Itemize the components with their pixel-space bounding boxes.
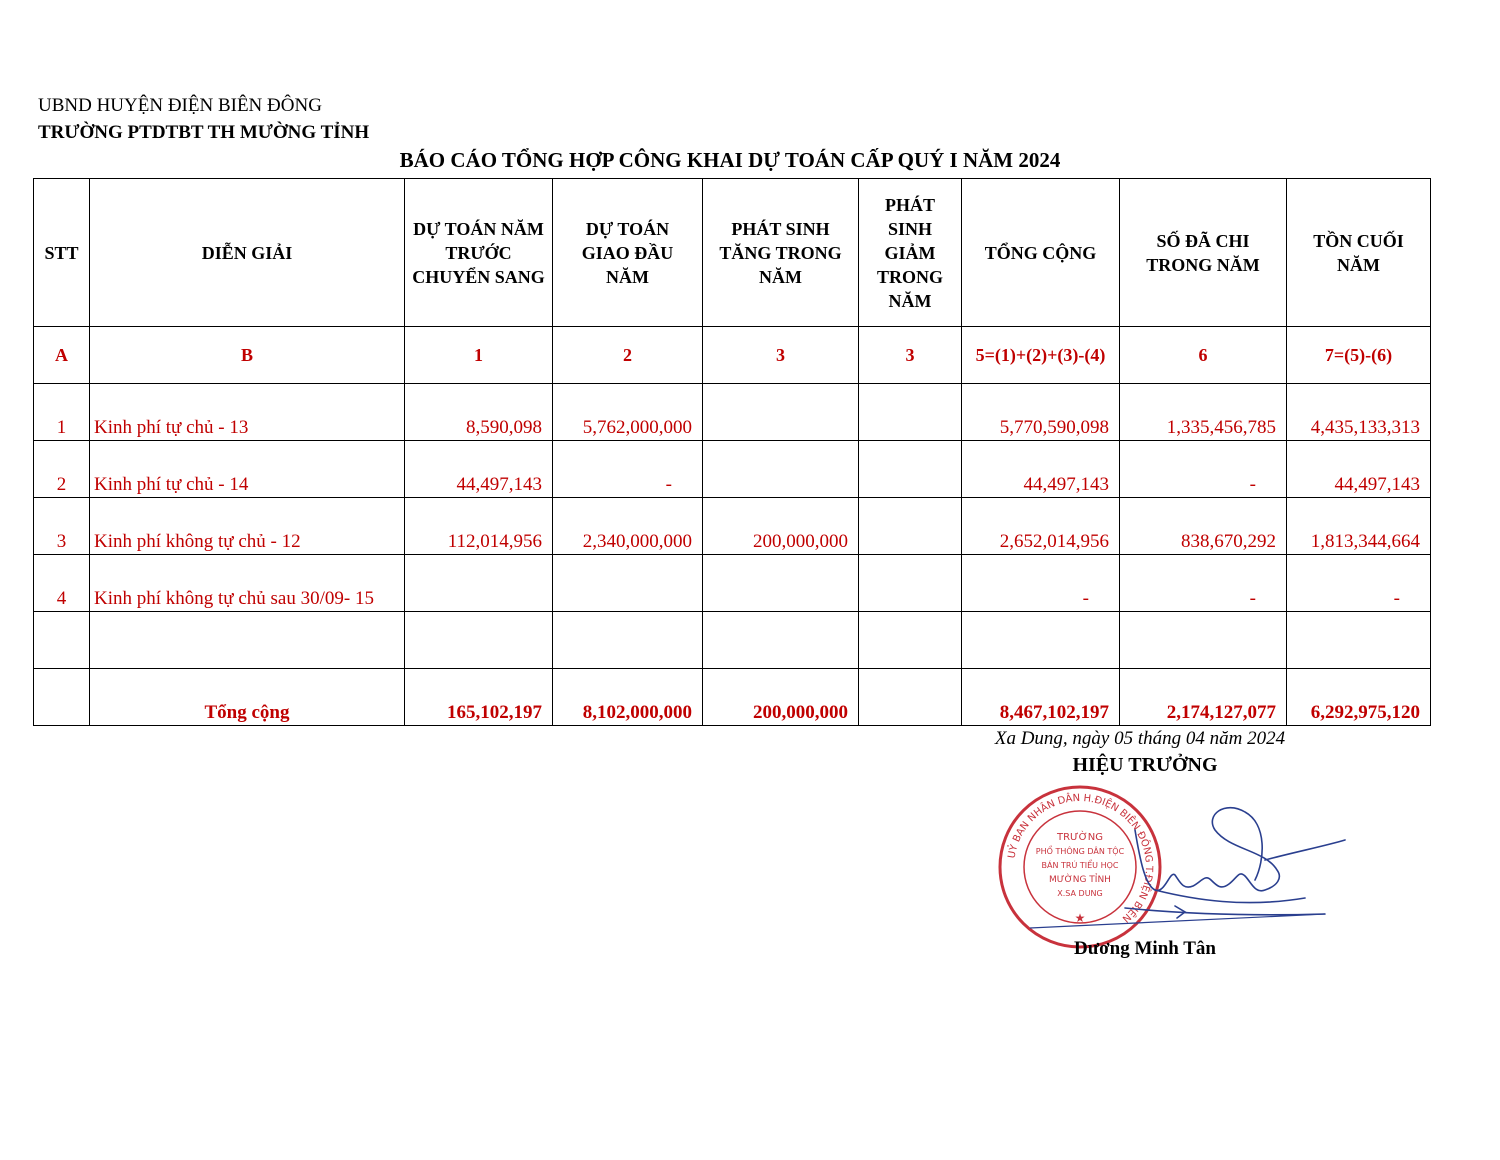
empty-cell	[405, 612, 553, 669]
total-du-toan-giao: 8,102,000,000	[553, 669, 703, 726]
row-du-toan-nam-truoc: 8,590,098	[405, 384, 553, 441]
row-ton-cuoi: -	[1287, 555, 1431, 612]
place-date: Xa Dung, ngày 05 tháng 04 năm 2024	[994, 728, 1286, 749]
total-du-toan-nam-truoc: 165,102,197	[405, 669, 553, 726]
header-ton-cuoi	[1287, 179, 1431, 327]
row-tong-cong: 44,497,143	[962, 441, 1120, 498]
column-code-row	[34, 327, 1431, 384]
signer-name: Dương Minh Tân	[1074, 938, 1216, 959]
row-stt: 1	[34, 384, 90, 441]
header-line: DỰ TOÁN	[585, 218, 670, 239]
header-line: SỐ ĐÃ CHI	[1156, 230, 1250, 251]
row-so-da-chi: 1,335,456,785	[1120, 384, 1287, 441]
budget-table	[33, 178, 1431, 726]
handwritten-signature	[1015, 790, 1355, 950]
header-row	[34, 179, 1431, 327]
row-phat-sinh-giam	[859, 441, 962, 498]
code-cell: 1	[405, 327, 553, 384]
total-phat-sinh-tang: 200,000,000	[703, 669, 859, 726]
row-so-da-chi: -	[1120, 555, 1287, 612]
seal-center-line: MƯỜNG TỈNH	[1049, 875, 1111, 885]
code-cell: 2	[553, 327, 703, 384]
row-du-toan-nam-truoc: 112,014,956	[405, 498, 553, 555]
code-cell: 5=(1)+(2)+(3)-(4)	[962, 327, 1120, 384]
seal-center-line: X.SA DUNG	[1057, 889, 1103, 898]
row-ton-cuoi: 1,813,344,664	[1287, 498, 1431, 555]
header-line: DỰ TOÁN NĂM	[413, 218, 544, 239]
row-stt: 2	[34, 441, 90, 498]
empty-cell	[962, 612, 1120, 669]
row-ton-cuoi: 4,435,133,313	[1287, 384, 1431, 441]
seal-star-icon: ★	[1074, 911, 1086, 925]
row-description: Kinh phí tự chủ - 14	[90, 441, 405, 498]
empty-cell	[703, 612, 859, 669]
header-phat-sinh-giam	[859, 179, 962, 327]
row-du-toan-giao	[553, 555, 703, 612]
row-du-toan-giao: 2,340,000,000	[553, 498, 703, 555]
header-du-toan-giao	[553, 179, 703, 327]
row-phat-sinh-giam	[859, 555, 962, 612]
org-name-school: TRƯỜNG PTDTBT TH MƯỜNG TỈNH	[38, 122, 370, 143]
total-label: Tổng cộng	[90, 669, 405, 726]
row-du-toan-giao: 5,762,000,000	[553, 384, 703, 441]
empty-cell	[34, 612, 90, 669]
code-cell: 6	[1120, 327, 1287, 384]
total-ton-cuoi: 6,292,975,120	[1287, 669, 1431, 726]
empty-cell	[859, 612, 962, 669]
header-line: CHUYỂN SANG	[412, 266, 545, 287]
row-phat-sinh-giam	[859, 498, 962, 555]
header-line: NĂM	[606, 266, 649, 287]
row-du-toan-nam-truoc: 44,497,143	[405, 441, 553, 498]
row-stt: 3	[34, 498, 90, 555]
total-row	[34, 669, 1431, 726]
table-row	[34, 498, 1431, 555]
code-cell: B	[90, 327, 405, 384]
signer-role: HIỆU TRƯỞNG	[1072, 754, 1218, 776]
row-tong-cong: 5,770,590,098	[962, 384, 1120, 441]
header-dien-giai: DIỄN GIẢI	[90, 179, 405, 327]
row-du-toan-nam-truoc	[405, 555, 553, 612]
header-line: TRONG NĂM	[1146, 254, 1260, 275]
empty-cell	[553, 612, 703, 669]
report-title: BÁO CÁO TỔNG HỢP CÔNG KHAI DỰ TOÁN CẤP QUÝ I NĂM 2024	[399, 148, 1061, 172]
row-description: Kinh phí tự chủ - 13	[90, 384, 405, 441]
total-phat-sinh-giam	[859, 669, 962, 726]
code-cell: A	[34, 327, 90, 384]
row-tong-cong: -	[962, 555, 1120, 612]
header-tong-cong: TỔNG CỘNG	[962, 179, 1120, 327]
header-line: TĂNG TRONG	[719, 242, 842, 263]
header-line: GIAO ĐẦU	[581, 242, 674, 263]
row-ton-cuoi: 44,497,143	[1287, 441, 1431, 498]
total-stt	[34, 669, 90, 726]
header-so-da-chi	[1120, 179, 1287, 327]
seal-center-line: BÁN TRÚ TIỂU HỌC	[1041, 861, 1119, 870]
empty-cell	[90, 612, 405, 669]
row-du-toan-giao: -	[553, 441, 703, 498]
seal-center-line: PHỔ THÔNG DÂN TỘC	[1035, 847, 1125, 856]
header-line: TỒN CUỐI	[1313, 230, 1404, 251]
row-stt: 4	[34, 555, 90, 612]
code-cell: 3	[703, 327, 859, 384]
row-phat-sinh-tang: 200,000,000	[703, 498, 859, 555]
row-so-da-chi: -	[1120, 441, 1287, 498]
header-line: GIẢM	[884, 242, 936, 263]
header-line: TRONG	[876, 266, 943, 287]
table-row	[34, 441, 1431, 498]
header-du-toan-nam-truoc	[405, 179, 553, 327]
org-name-district: UBND HUYỆN ĐIỆN BIÊN ĐÔNG	[38, 95, 322, 116]
empty-cell	[1287, 612, 1431, 669]
row-phat-sinh-tang	[703, 441, 859, 498]
row-so-da-chi: 838,670,292	[1120, 498, 1287, 555]
header-line: SINH	[887, 218, 932, 239]
header-line: NĂM	[1337, 254, 1380, 275]
header-phat-sinh-tang	[703, 179, 859, 327]
header-stt: STT	[34, 179, 90, 327]
row-description: Kinh phí không tự chủ - 12	[90, 498, 405, 555]
header-line: PHÁT	[884, 194, 935, 215]
row-description: Kinh phí không tự chủ sau 30/09- 15	[90, 555, 405, 612]
row-phat-sinh-giam	[859, 384, 962, 441]
header-line: NĂM	[888, 290, 932, 311]
seal-ring-text: UỶ BAN NHÂN DÂN H.ĐIỆN BIÊN ĐÔNG T.ĐIỆN BIÊN	[1006, 792, 1155, 925]
header-line: TRƯỚC	[445, 242, 512, 263]
header-line: PHÁT SINH	[731, 218, 830, 239]
empty-cell	[1120, 612, 1287, 669]
seal-center-line: TRƯỜNG	[1057, 832, 1103, 843]
total-so-da-chi: 2,174,127,077	[1120, 669, 1287, 726]
header-line: NĂM	[759, 266, 802, 287]
row-tong-cong: 2,652,014,956	[962, 498, 1120, 555]
code-cell: 3	[859, 327, 962, 384]
table-row	[34, 384, 1431, 441]
row-phat-sinh-tang	[703, 555, 859, 612]
code-cell: 7=(5)-(6)	[1287, 327, 1431, 384]
row-phat-sinh-tang	[703, 384, 859, 441]
table-row-empty	[34, 612, 1431, 669]
table-row	[34, 555, 1431, 612]
total-tong-cong: 8,467,102,197	[962, 669, 1120, 726]
